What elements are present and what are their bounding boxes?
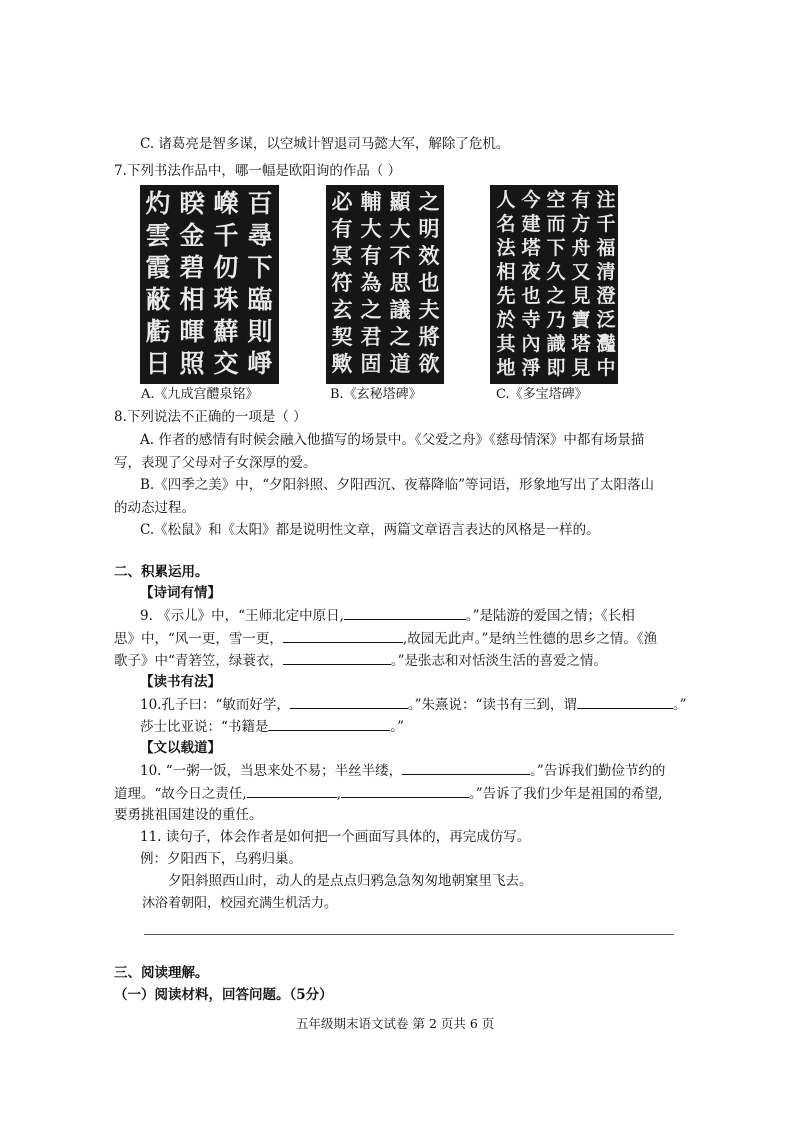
answer-blank[interactable]: [283, 628, 403, 643]
calligraphy-char: 為: [360, 270, 382, 295]
calligraphy-char: 泛: [596, 309, 616, 331]
calligraphy-char: 內: [521, 333, 541, 355]
answer-blank[interactable]: [577, 694, 673, 709]
calligraphy-char: 碧: [179, 253, 205, 282]
answer-blank[interactable]: [290, 694, 408, 709]
calligraphy-char: 歟: [331, 351, 353, 376]
q10b-line-3: 要勇挑祖国建设的重任。: [114, 807, 263, 823]
calligraphy-char: 崢: [247, 349, 273, 378]
calligraphy-column: [384, 188, 416, 377]
calligraphy-char: 嶸: [213, 189, 239, 218]
q7-stem: 7.下列书法作品中，哪一幅是欧阳询的作品（ ）: [114, 163, 402, 179]
calligraphy-char: 顯: [389, 189, 411, 214]
q11-example: 例：夕阳西下，乌鸦归巢。: [140, 851, 302, 867]
calligraphy-char: 蔽: [145, 285, 171, 314]
q10b-line-1: 10. “一粥一饭，当思来处不易；半丝半缕， 。”告诉我们勤俭节约的: [140, 760, 665, 781]
calligraphy-char: 淨: [521, 357, 541, 379]
q10-line-1: 10.孔子曰：“敏而好学， 。”朱熹说：“读书有三到，谓 。”: [140, 694, 687, 715]
calligraphy-char: 見: [571, 285, 591, 307]
calligraphy-char: 塔: [521, 237, 541, 259]
calligraphy-char: 契: [331, 324, 353, 349]
calligraphy-char: 澄: [596, 285, 616, 307]
calligraphy-char: 蘚: [213, 317, 239, 346]
calligraphy-char: 寶: [571, 309, 591, 331]
calligraphy-char: 百: [247, 189, 273, 218]
calligraphy-image-a: [140, 185, 279, 384]
calligraphy-char: 議: [389, 297, 411, 322]
calligraphy-column: [326, 188, 358, 377]
calligraphy-char: 又: [571, 261, 591, 283]
q10b-line-2: 道理。“故今日之责任, , 。”告诉了我们少年是祖国的希望,: [114, 783, 662, 804]
answer-blank[interactable]: [247, 783, 337, 798]
q9-line-3: 歌子》中“青箬笠，绿蓑衣， 。”是张志和对恬淡生活的喜爱之情。: [114, 650, 607, 671]
calligraphy-char: 塔: [571, 333, 591, 355]
calligraphy-char: 君: [360, 324, 382, 349]
calligraphy-char: 有: [331, 216, 353, 241]
calligraphy-char: 睽: [179, 189, 205, 218]
caption-a: A.《九成宫醴泉铭》: [141, 387, 259, 402]
calligraphy-column: [176, 188, 208, 380]
calligraphy-char: 中: [596, 357, 616, 379]
calligraphy-char: 有: [571, 189, 591, 211]
reading-part-1-title: （一）阅读材料，回答问题。（5分）: [114, 987, 333, 1003]
subsection-poetry: 【诗词有情】: [140, 585, 221, 601]
q9-line-1: 9. 《示儿》中，“王师北定中原日, 。”是陆游的爱国之情；《长相: [140, 605, 635, 626]
calligraphy-char: 即: [546, 357, 566, 379]
calligraphy-char: 臨: [247, 285, 273, 314]
calligraphy-char: 今: [521, 189, 541, 211]
calligraphy-char: 而: [546, 213, 566, 235]
subsection-literature: 【文以载道】: [140, 740, 221, 756]
answer-blank[interactable]: [283, 650, 391, 665]
calligraphy-char: 下: [546, 237, 566, 259]
subsection-reading: 【读书有法】: [140, 674, 221, 690]
calligraphy-char: 將: [418, 324, 440, 349]
answer-blank[interactable]: [341, 783, 469, 798]
calligraphy-column: [355, 188, 387, 377]
q11-imitation-prompt: 沐浴着朝阳，校园充满生机活力。: [142, 896, 338, 911]
calligraphy-char: 夜: [521, 261, 541, 283]
calligraphy-char: 道: [389, 351, 411, 376]
calligraphy-char: 符: [331, 270, 353, 295]
calligraphy-char: 也: [521, 285, 541, 307]
calligraphy-column: [244, 188, 276, 380]
calligraphy-char: 輔: [360, 189, 382, 214]
calligraphy-image-b: [326, 185, 444, 384]
calligraphy-char: 珠: [213, 285, 239, 314]
calligraphy-column: [590, 188, 618, 380]
q8-stem: 8.下列说法不正确的一项是（ ）: [114, 409, 307, 425]
calligraphy-char: 思: [389, 270, 411, 295]
q10-line-2: 莎士比亚说：“书籍是 。”: [140, 716, 404, 737]
calligraphy-char: 交: [213, 349, 239, 378]
calligraphy-char: 日: [145, 349, 171, 378]
calligraphy-char: 舟: [571, 237, 591, 259]
caption-b: B.《玄秘塔碑》: [330, 387, 422, 402]
calligraphy-char: 灼: [145, 189, 171, 218]
calligraphy-char: 識: [546, 333, 566, 355]
q8-option-b-cont: 的动态过程。: [114, 500, 195, 516]
calligraphy-char: 其: [496, 333, 516, 355]
calligraphy-char: 夫: [418, 297, 440, 322]
calligraphy-char: 欲: [418, 351, 440, 376]
q9-line-2: 思》中，“风一更，雪一更， ,故园无此声。”是纳兰性德的思乡之情。《渔: [114, 628, 657, 649]
q11-stem: 11. 读句子，体会作者是如何把一个画面写具体的，再完成仿写。: [140, 829, 531, 845]
calligraphy-char: 相: [179, 285, 205, 314]
calligraphy-char: 地: [496, 357, 516, 379]
calligraphy-char: 必: [331, 189, 353, 214]
calligraphy-char: 之: [546, 285, 566, 307]
calligraphy-char: 之: [360, 297, 382, 322]
calligraphy-column: [210, 188, 242, 380]
calligraphy-char: 之: [418, 189, 440, 214]
calligraphy-char: 大: [389, 216, 411, 241]
calligraphy-char: 下: [247, 253, 273, 282]
calligraphy-char: 冥: [331, 243, 353, 268]
section-3-title: 三、阅读理解。: [114, 965, 209, 981]
calligraphy-char: 明: [418, 216, 440, 241]
q8-option-a: A. 作者的感情有时候会融入他描写的场景中。《父爱之舟》《慈母情深》中都有场景描: [140, 432, 645, 448]
calligraphy-char: 方: [571, 213, 591, 235]
calligraphy-image-c: [490, 185, 618, 384]
calligraphy-char: 清: [596, 261, 616, 283]
calligraphy-char: 久: [546, 261, 566, 283]
calligraphy-char: 玄: [331, 297, 353, 322]
calligraphy-char: 有: [360, 243, 382, 268]
calligraphy-char: 見: [571, 357, 591, 379]
calligraphy-char: 雲: [145, 221, 171, 250]
calligraphy-char: 建: [521, 213, 541, 235]
page-footer: 五年级期末语文试卷 第 2 页共 6 页: [296, 1016, 495, 1031]
section-2-title: 二、积累运用。: [114, 564, 209, 580]
calligraphy-char: 霞: [145, 253, 171, 282]
answer-line[interactable]: [144, 934, 674, 935]
calligraphy-char: 先: [496, 285, 516, 307]
calligraphy-char: 虧: [145, 317, 171, 346]
q11-example-expanded: 夕阳斜照西山时，动人的是点点归鸦急急匆匆地朝窠里飞去。: [168, 873, 533, 889]
calligraphy-char: 寺: [521, 309, 541, 331]
q8-option-c: C.《松鼠》和《太阳》都是说明性文章，两篇文章语言表达的风格是一样的。: [140, 522, 600, 538]
calligraphy-char: 暉: [179, 317, 205, 346]
q8-option-a-cont: 写，表现了父母对子女深厚的爱。: [114, 455, 317, 471]
calligraphy-char: 尋: [247, 221, 273, 250]
q8-option-b: B.《四季之美》中，“夕阳斜照、夕阳西沉、夜幕降临”等词语，形象地写出了太阳落山: [140, 477, 655, 493]
calligraphy-char: 人: [496, 189, 516, 211]
calligraphy-char: 照: [179, 349, 205, 378]
calligraphy-column: [142, 188, 174, 380]
calligraphy-char: 灩: [596, 333, 616, 355]
calligraphy-char: 固: [360, 351, 382, 376]
calligraphy-char: 也: [418, 270, 440, 295]
calligraphy-char: 名: [496, 213, 516, 235]
calligraphy-column: [413, 188, 444, 377]
calligraphy-char: 福: [596, 237, 616, 259]
calligraphy-char: 大: [360, 216, 382, 241]
calligraphy-char: 乃: [546, 309, 566, 331]
calligraphy-char: 金: [179, 221, 205, 250]
calligraphy-char: 仞: [213, 253, 239, 282]
calligraphy-char: 相: [496, 261, 516, 283]
calligraphy-char: 法: [496, 237, 516, 259]
caption-c: C.《多宝塔碑》: [496, 387, 588, 402]
calligraphy-char: 注: [596, 189, 616, 211]
answer-blank[interactable]: [344, 605, 466, 620]
q6-option-c: C. 诸葛亮是智多谋，以空城计智退司马懿大军，解除了危机。: [140, 136, 510, 152]
calligraphy-char: 千: [213, 221, 239, 250]
calligraphy-char: 不: [389, 243, 411, 268]
calligraphy-char: 空: [546, 189, 566, 211]
calligraphy-char: 千: [596, 213, 616, 235]
calligraphy-char: 效: [418, 243, 440, 268]
calligraphy-char: 則: [247, 317, 273, 346]
calligraphy-char: 於: [496, 309, 516, 331]
calligraphy-char: 之: [389, 324, 411, 349]
answer-blank[interactable]: [268, 716, 390, 731]
answer-blank[interactable]: [402, 760, 530, 775]
